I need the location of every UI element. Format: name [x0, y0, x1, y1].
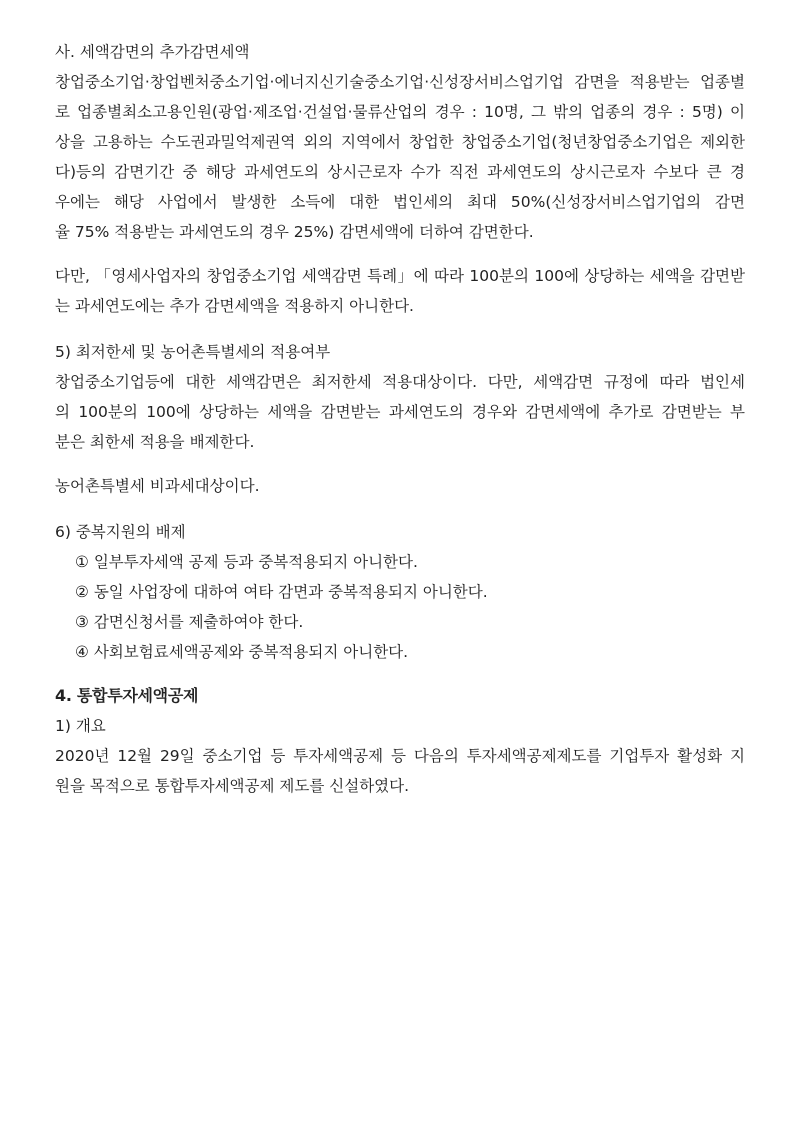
text-line: 분은 최한세 적용을 배제한다. [55, 433, 255, 451]
text-line: 원을 목적으로 통합투자세액공제 제도를 신설하였다. [55, 777, 410, 795]
paragraph-exception [55, 261, 745, 321]
section-heading-sa: 사. 세액감면의 추가감면세액 [55, 43, 250, 61]
paragraph-rural-tax: 농어촌특별세 비과세대상이다. [55, 477, 260, 495]
text-line: 의 100분의 100에 상당하는 세액을 감면받는 과세연도의 경우와 감면세액에 추가로 감면받는 부 [55, 403, 745, 421]
text-line: 다만, 「영세사업자의 창업중소기업 세액감면 특례」에 따라 100분의 100에 상당하는 세액을 감면받 [55, 267, 745, 285]
text-line: 로 업종별최소고용인원(광업·제조업·건설업·물류산업의 경우 : 10명, 그 밖의 업종의 경우 : 5명) 이 [55, 103, 745, 121]
text-line: 2020년 12월 29일 중소기업 등 투자세액공제 등 다음의 투자세액공제제도를 기업투자 활성화 지 [55, 747, 745, 765]
text-line: 는 과세연도에는 추가 감면세액을 적용하지 아니한다. [55, 297, 414, 315]
paragraph-integrated-credit [55, 741, 745, 801]
list-item: ③ 감면신청서를 제출하여야 한다. [75, 613, 304, 631]
list-item: ① 일부투자세액 공제 등과 중복적용되지 아니한다. [75, 553, 418, 571]
section-heading-4: 4. 통합투자세액공제 [55, 686, 199, 705]
section-heading-6: 6) 중복지원의 배제 [55, 523, 186, 541]
text-line: 창업중소기업등에 대한 세액감면은 최저한세 적용대상이다. 다만, 세액감면 규정에 따라 법인세 [55, 373, 745, 391]
subheading-overview: 1) 개요 [55, 717, 106, 735]
text-line: 율 75% 적용받는 과세연도의 경우 25%) 감면세액에 더하여 감면한다. [55, 223, 534, 241]
list-item: ② 동일 사업장에 대하여 여타 감면과 중복적용되지 아니한다. [75, 583, 488, 601]
text-line: 상을 고용하는 수도권과밀억제권역 외의 지역에서 창업한 창업중소기업(청년창업중소기업은 제외한 [55, 133, 745, 151]
list-item: ④ 사회보험료세액공제와 중복적용되지 아니한다. [75, 643, 409, 661]
section-heading-5: 5) 최저한세 및 농어촌특별세의 적용여부 [55, 343, 331, 361]
text-line: 다)등의 감면기간 중 해당 과세연도의 상시근로자 수가 직전 과세연도의 상시근로자 수보다 큰 경 [55, 163, 745, 181]
text-line: 창업중소기업·창업벤처중소기업·에너지신기술중소기업·신성장서비스업기업 감면을 적용받는 업종별 [55, 73, 745, 91]
paragraph-minimum-tax [55, 367, 745, 457]
paragraph-additional-reduction [55, 67, 745, 247]
exclusion-list [55, 547, 745, 667]
document-page [55, 37, 745, 801]
text-line: 우에는 해당 사업에서 발생한 소득에 대한 법인세의 최대 50%(신성장서비스업기업의 감면 [55, 193, 745, 211]
